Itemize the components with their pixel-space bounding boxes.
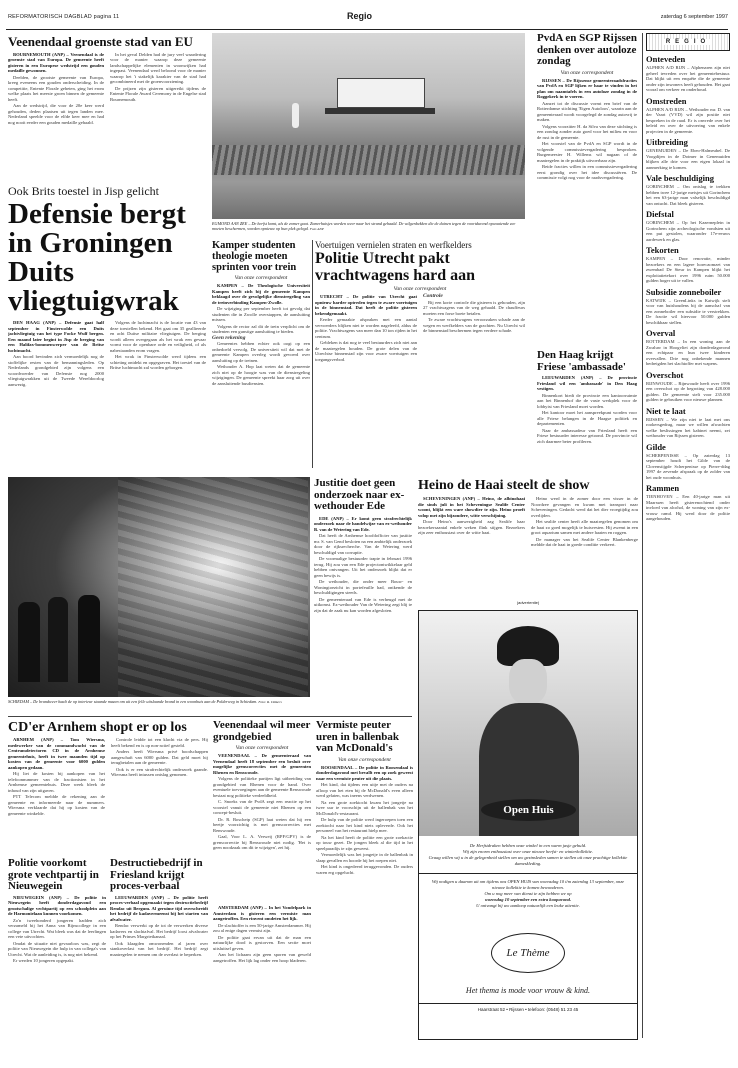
paragraph: Hij liet de kosten bij aankopen van het telefoonnummer van de fractionisten in het Arnhemse gemeentehuis. Deze week bleek de inhoud van zijn uitgaven.: [8, 771, 105, 793]
paragraph: Gemeentes hebben echter ook oogt op een onbedoeld vervolg. De universiteit wil dat met de gemeente Kampen overleg wordt gevoerd over aansluiting op de treinen.: [212, 341, 310, 363]
sidebar-item-text: SCHERPENISSE – Op zaterdag 13 september houdt het Gilde van de Clovenstijgde Scherpenisse op Pierre-ddag 1997 de zevende afspraak op de zolder van het oude woonhuis.: [646, 452, 730, 480]
ad-line: U ontvangt bij uw aankoop natuurlijk een leuke attentie.: [476, 903, 580, 908]
paragraph: De hulp van de politie werd ingeroepen toen een zoektocht naar het kind niets opleverde. Ook het personeel van het restaurant hielp mee.: [316, 817, 413, 833]
article-kamper-studenten: [212, 240, 310, 472]
photo-caption: [8, 699, 310, 713]
headline: Veenendaal wil meer grondgebied: [213, 720, 311, 743]
ad-label: (advertentie): [516, 600, 540, 605]
article-politie-utrecht: [315, 240, 525, 472]
paragraph: De politie gaat ervan uit dat de man een natuurlijke dood is gestorven. Een sectie moet uitsluitsel geven.: [213, 934, 311, 951]
le-theme-logo: Le Thème: [491, 933, 565, 973]
sidebar-item-head: Rammen: [646, 483, 680, 493]
headline: Politie voorkomt grote vechtpartij in Nieuwegein: [8, 858, 99, 892]
sidebar-item: [646, 245, 730, 284]
caption-text: SCHIEDAM – De brandweer haalt de op interieur staande mazen om uit een felle uitslaande brand in een woonhuis aan de Polderweg in Schiedam.: [8, 699, 258, 704]
ad-slogan: Het thema is mode voor vrouw & kind.: [465, 986, 591, 995]
lead: AMSTERDAM (ANP) – In het Vondelpark in Amsterdam is gisteren een vermiste man aangetroffen. Een rinvent omdeten het lijk.: [213, 905, 311, 921]
ad-line: woensdag 10 september een extra koopavond.: [484, 897, 572, 902]
lead: KAMPEN – De Theologische Universiteit Kampen heeft zich bij de gemeente Kampen beklaagd over de gevolgelijke dienstregeling van de treinverbinding Kampen-Zwolle.: [212, 283, 310, 305]
article-mcdonalds: [316, 720, 413, 1038]
lead: EDE (ANP) – Er komt geen strafrechtelijk onderzoek naar de handelwijze van ex-wethouder B. van de Wetering van Ede.: [314, 515, 412, 532]
paragraph: Dr. R. Boscheip (SGP) laat weten dat hij een beetje voorzichtig is met grenscorrecties met Renswoude.: [213, 816, 311, 833]
regio-sidebar: [646, 33, 730, 1038]
paragraph: Gebleken is dat nog te veel bestuurders zich niet aan de maatregelen houden. De grote delen van de Utrechtse binnenstad zijn voor zware voertuigen een toegangsverbod.: [315, 340, 417, 362]
column: [212, 283, 310, 386]
column: [418, 496, 525, 549]
lead: ROOSENDAAL – De politie in Roosendaal is donderdagavond met bevallt een op zoek geweest naar een vermiste peuter uit die plaats.: [316, 764, 413, 781]
sidebar-item: [646, 137, 730, 170]
column: [8, 52, 104, 127]
paragraph: Het kind, dat tijdens een uitje met de ouders na afloop van het eten bij de McDonald's even alleen werd gelaten, was ineens verdwenen.: [316, 782, 413, 798]
ad-line: Wij nodigen u daarom uit om tijdens ons OPEN HUIS van woensdag 10 t/m zaterdag 13 september, onze nieuwe kollektie te komen bewonderen.: [431, 879, 625, 890]
article-nieuwegein: [8, 858, 106, 1038]
sidebar-item-head: Diefstal: [646, 209, 674, 219]
headline: Heino de Haai steelt de show: [418, 478, 590, 493]
paragraph: Gaal, Voor L. A. Verweij (RPF/GPV) is de grenscorrectie bij Renswoude niet nodig. 'Het is geen noodzaak om dit te wijzigen', zei hij.: [213, 834, 311, 850]
sidebar-item-text: ALPHEN A/D RIJN – Alphenaren zijn niet geheel tevreden over het gemeentebestuur. Dat blijkt uit een enquête die de gemeente onder zijn inwoners heeft gehouden. Het gaat vooral om verkeer en onderhoud.: [646, 65, 730, 92]
paragraph: Bij een korte controle die gisteren is gehouden, zijn 27 vrachtwagens van de weg gehaald. De chauffeurs moeten een forse boete betalen.: [423, 299, 525, 316]
column-rule: [312, 240, 313, 468]
ad-line: Wij zijn enorm enthousiast over onze nieuwe herfst- en winterkollektie.: [462, 849, 594, 854]
sidebar-item-text: RIJSSEN – We zijn niet te laat met ons rookersgedrag, maar we willen afwachten welke beslissingen het kabinet neemt, zei wethouder van Rijssen gisteren.: [646, 416, 730, 438]
person-image: [292, 103, 299, 128]
headline: PvdA en SGP Rijssen denken over autoloze zondag: [537, 33, 637, 67]
paragraph: Beide fracties willen in een commissievergadering eerst grondig over het idee discussiëren. De commissie volgt nog voor de raadsvergadering.: [537, 164, 637, 180]
ad-text: [425, 843, 631, 867]
paragraph: In het geval Delden had de jury veel waardering voor de manier waarop deze gemeente landschappelijke elementen in woonwijken had ingepast. Veenendaal werd beloond voor de manier waarop het 't stakelijk karakter van de stad had gecombineerd met de groenvoorziening.: [110, 51, 206, 85]
sidebar-item-head: Onteveden: [646, 54, 686, 64]
article-autoloze-zondag: [537, 33, 637, 345]
photo-credit: Foto: R. Dikkers: [258, 700, 282, 704]
paragraph: Er werden 10 jongeren opgepakt.: [13, 958, 75, 963]
lead: BOURNEMOUTH (ANP) – Veenendaal is de groenste stad van Europa. De gemeente heeft gisteren in een Europese wedstrijd een gouden medaille gewonnen.: [8, 51, 104, 74]
lead: LEEUWARDEN (ANP) – De politie heeft proces-verbaal opgemaakt tegen destructiebedrijf Rendac uit Bergum. Al geruime tijd overschreidt het bedrijf de kadavermeenst bij het starten van afvalwater.: [110, 894, 208, 922]
ad-invite: [425, 879, 631, 909]
sidebar-item: [646, 54, 730, 93]
page-header: [0, 0, 738, 30]
column: [314, 516, 412, 614]
divider: [419, 873, 637, 874]
sidebar-item-head: Overschot: [646, 369, 684, 380]
sidebar-item-text: ALPHEN A/D RIJN – Wethouder mr. D. van der Vaart (VVD) wil zijn positie niet bespreken in de raad. Er is onvrede over het beleid en over de uitvoering van enkele projecten in de gemeente.: [646, 106, 730, 134]
article-destructiebedrijf: [110, 858, 208, 1038]
column: [531, 496, 638, 549]
paragraph: Aan het lichaam zijn geen sporen van geweld aangetroffen. Het lijk lag onder een hoop bladeren.: [213, 952, 311, 963]
sidebar-item-head: Omstreden: [646, 95, 687, 106]
headline: Kamper studenten theologie moeten sprinten voor trein: [212, 240, 297, 273]
lead: ARNHEM (ANP) – Tom Wiersma, medewerker van de commandwacht van de Centrumdetectoren CD in de Arnhemse gemeentehuis, heeft in twee maanden tijd op kosten van de gemeente voor 6000 gulden aankopen gedaan.: [8, 737, 105, 770]
paragraph: Deelden, de grootste gemeente van Europa, kreeg eveneens een gouden onderscheiding. In de competitie, Entente Florale geheten, ging het erom welke plaats het meeste groen binnen de gemeente heeft.: [8, 74, 104, 102]
ad-address: Haarstraat 52 • Rijssen • telefoon: (0548) 51 23 45: [477, 1007, 579, 1012]
byline: Van onze correspondent: [235, 745, 289, 751]
headline: Defensie bergt in Groningen Duits vliegtuigwrak: [8, 198, 186, 317]
paragraph: De voormalige bestuurder trapte in februari 1996 terug. Hij zou van een Ede projectontwikkelaar geld hebben ontvangen. Uit het onderzoek blijkt dat er geen bewijs is.: [314, 556, 412, 578]
trailer-image: [325, 108, 435, 114]
branches-image: [212, 145, 525, 175]
paragraph: De wethouder, die onder meer Bouw- en Woningtoezicht in portefeuille had, ontkende de beschuldigingen steeds.: [314, 579, 412, 595]
advertisement-le-theme[interactable]: [418, 610, 638, 1040]
byline: Van onze correspondent: [338, 756, 391, 763]
sidebar-item: [646, 209, 730, 242]
article-heino-haai: [418, 478, 638, 598]
paragraph: Rendac verwerkt op de tot de verwerken diverse kadavers en slachtafval. Het bedrijf loost afvalwater op het Prinses Margrietkanaal.: [110, 923, 208, 939]
issue-date: zaterdag 6 september 1997: [660, 14, 728, 20]
column: [423, 294, 525, 363]
article-defensie: [8, 184, 207, 472]
paragraph: Het sealife center heeft alle maatregelen genomen om de haai zo goed mogelijk te huisvesten. Hij zwemt in een groot aquarium samen met andere haaien en roggen.: [531, 519, 638, 535]
regio-banner: [646, 33, 730, 51]
lead: VEENENDAAL – De gemeenteraad van Veenendaal heeft 18 september een besluit over mogelijke grenscorrecties met de gemeenten Rhenen en Renswoude.: [213, 753, 311, 775]
article-justitie-ede: [314, 478, 412, 716]
kicker: Ook Brits toestel in Jisp gelicht: [8, 184, 159, 198]
sidebar-item-text: GORINCHEM – Om ontslag te trekken hebben twee 12-jarige meisjes uit Gorinchem het een 63-jarige man valselijk beschuldigd van ontucht. Dat bleek gisteren.: [646, 184, 730, 206]
paragraph: Naar de ambassadeur van Friesland heeft een Friese bestuurder interesse getoond. De provincie wil zich daarmee beter profileren.: [537, 427, 637, 444]
beach-photo: [212, 33, 525, 219]
paragraph: De gemeenteraad van Ede is verheugd met de uitkomst. Ex-wethouder Van de Wetering zegt blij te zijn dat de zaak nu kan worden afgesloten.: [314, 596, 412, 613]
byline: Van onze correspondent: [560, 69, 614, 76]
sidebar-item: [646, 173, 730, 206]
byline: Van onze correspondent: [234, 275, 288, 281]
section-rule: [8, 716, 412, 717]
open-huis-title: Open Huis: [481, 799, 576, 821]
sidebar-item-text: GORINCHEM – Op het Kazerneplein in Gorinchem zijn archeologische vondsten uit een put gestolen, waaronder 17e-eeuws aardewerk en glas.: [646, 220, 730, 242]
section-title: Regio: [347, 11, 373, 21]
paragraph: Binnenkort biedt de provincie een kantoorruimte aan het Binnenhof die de vaste werkplek voor de lobbyist van Friesland moet worden.: [537, 392, 637, 409]
paragraph: Eerder gemaakte afspraken met een aantal vervoerders blijken niet te worden nageleefd, aldus de politie. Vrachtwagens van meer dan 10 ton rijden in het centrum.: [315, 317, 417, 339]
column: [111, 737, 208, 817]
fire-photo: [8, 477, 310, 697]
sidebar-item-text: GENEMUIDEN – De Ebeo-Halmeubel. De Voogdijen in de Dotmer in Genemuiden blijken alle drie voor een eigen lokaal in aanmerking te komen.: [646, 148, 730, 170]
column: [213, 905, 311, 963]
header-rule: [6, 29, 728, 30]
paragraph: Door Heino's aanwezigheid zag Sealife haar bezoekersaantal enkele weken flink stijgen. Bezoekers zijn zeer enthousiast over de witte haai.: [418, 519, 525, 535]
sidebar-item-text: RIJNWOUDE – Rijnwoude heeft over 1996 een overschot op de begroting van 428.000 gulden. De gemeente stelt voor 235.000 gulden te gebruiken voor nieuwe plannen.: [646, 380, 730, 402]
paragraph: Het kind is ongedeerd teruggevonden. De ouders waren erg opgelucht.: [316, 864, 413, 875]
sidebar-item-head: Niet te laat: [646, 405, 686, 416]
paragraph: Het kantoor moet het aanspreekpunt worden voor alle Friese belangen in de Haagse politiek en departementen.: [537, 410, 637, 426]
paragraph: Volgens de politieke partijen ligt uitbreiding van grondgebied van Rhenen voor de hand. Over eventuele toevoegingen aan de gemeente Renswoude bestaat nog politieke verdeeldheid.: [213, 776, 311, 798]
paragraph: PTT Telecom meldde de rekening aan de gemeente en informeerde naar de nummers. Wiersma verklaarde dat hij op kosten van de gemeente winkelde.: [8, 794, 105, 816]
paragraph: Ook klaagden omwonenden al jaren over stankoverlast van het bedrijf. Het bedrijf zegt maatregelen te nemen om de overlast te beperken.: [110, 940, 208, 957]
face-image: [509, 659, 547, 704]
sidebar-item-head: Uitbreiding: [646, 137, 688, 147]
sidebar-item-text: ROTTERDAM – In een woning aan de Zwaluw in Hoogvliet zijn donderdagavond een echtpaar en hun twee kinderen overvallen. Drie nog onbekende mannen bedreigden het slachtoffer met wapens.: [646, 339, 730, 366]
sidebar-item: [646, 442, 730, 481]
beach-hut-image: [337, 78, 425, 108]
sidebar-item-head: Gilde: [646, 441, 666, 452]
paragraph: Ook is er een strafrechtelijk onderzoek gaande. Wiersma heeft intussen ontslag genomen.: [111, 766, 208, 777]
column: [110, 320, 206, 388]
headline: Den Haag krijgt Friese 'ambassade': [537, 350, 626, 373]
ad-line: De Herfstdraken hebben onze winkel in een warm jasje gehuld.: [469, 843, 587, 848]
sidebar-item-head: Overval: [646, 328, 676, 338]
paragraph: Aan de wedstrijd, die voor de 20e keer werd gehouden, deden plaatsen uit tegen landen mee. Nederland speelde voor de elfde keer mee en had nog nooit eerder een gouden medaille gehaald.: [8, 103, 104, 125]
headline: Justitie doet geen onderzoek naar ex-wethouder Ede: [314, 478, 405, 512]
paragraph: Volgens de luchtmacht is de locatie van 43 van deze toestellen bekend. Het gaat om 35 geallieerde en acht Duitse militaire vliegtuigen. De berging wordt alleen overgegaan als het wrak een gevaar vormt voor de openbare orde en veiligheid, of als nabestaanden erom vragen.: [110, 320, 206, 353]
ad-line: Graag willen wij u in de gelegenheid stellen om uw gezinsleden samen te stellen uit onze prachtige kollektie dameskleding.: [428, 855, 628, 866]
sidebar-item: [646, 328, 730, 367]
paragraph: C. Snoeks van de PvdA zegt een reactie op het voorstel vanuit de gemeente niet Rhenen op een concept-besluit.: [213, 799, 311, 815]
article-veenendaal-grond: [213, 720, 311, 900]
column: [110, 895, 208, 958]
newspaper-name: REFORMATORISCH DAGBLAD pagina 11: [8, 14, 120, 20]
article-amsterdam: [213, 905, 311, 1038]
column: [8, 895, 106, 964]
sidebar-item-head: Subsidie zonneboiler: [646, 286, 722, 297]
paragraph: Na een grote zoektocht kwam het jongetje na twee uur te voorschijn uit de ballenbak van het McDonald's-restaurant.: [316, 799, 413, 816]
column: [8, 737, 105, 817]
lead: DEN HAAG (ANP) – Defensie gaat half september in Finsterwolde een Duits jachtvliegtuig van het type Focke Wulf bergen. Een maand later begint in Jisp de berging van een Halifax-bommenwerper van de Britse luchtmacht.: [8, 320, 104, 353]
article-friese-ambassade: [537, 350, 637, 472]
paragraph: Vermoedelijk was het jongetje in de ballenbak in slaap gevallen en hoorde hij het roepen niet.: [316, 852, 413, 863]
paragraph: Controle leidde tot een klacht via de pers. Hij heeft bekend en is op non-actief gesteld.: [111, 737, 208, 748]
kicker: Voertuigen vernielen straten en werfkelders: [315, 240, 472, 250]
paragraph: Omdat de situatie niet gevaarloos was, zegt de politie van Nieuwegein die hulp in van collega's van Utrecht. Wat de aanleiding is, is nog niet bekend.: [8, 940, 106, 957]
paragraph: De prijzen zijn gisteren uitgereikt tijdens de Entente Florale Award Ceremony in de Engelse stad Bournemouth.: [110, 85, 206, 102]
sidebar-items: [646, 54, 730, 522]
lead: LEEUWARDEN (ANP) – De provincie Friesland wil een 'ambassade' in Den Haag vestigen.: [537, 375, 637, 391]
subheading: Geen rekening: [212, 334, 246, 341]
sidebar-item: [646, 483, 730, 522]
paragraph: Wethouder A. Hop laat weten dat de gemeente zich niet op de hoogte was van de dienstregeling wijzigingen. De gemeente spreekt haar zorg uit over de aansluitende busdiensten.: [212, 364, 310, 386]
caption-text: EGMOND AAN ZEE – De herfst komt, als de zomer gaat. Zomerhuisjes worden weer naar het strand gehaald. De wilgenbekken die de duinen tegen de voortdurend opwaaiende zee moeten beschermen, worden opnieuw op hun plek gelegd.: [212, 221, 516, 231]
sidebar-item-head: Vale beschuldiging: [646, 173, 714, 183]
paragraph: Aanzet tot de discussie vormt een brief van de Rotterdamse stichting 'Eigen Autoloos', waarin aan de gemeenteraad wordt voorgelegd de zondag autovrij te maken.: [537, 100, 637, 122]
sidebar-item-text: KAMPEN – Door renovatie, minder bezoekers en een lagere horecaomzet van zwembad De Steur in Kampen blijkt het exploitatietekort over 1996 ruim 50.000 gulden hoger uit te vallen.: [646, 256, 730, 283]
headline: Vermiste peuter uren in ballenbak van McDonald's: [316, 720, 399, 754]
subheading: Controle: [423, 293, 443, 299]
article-cder-arnhem: [8, 720, 208, 852]
photo-caption: [212, 221, 525, 235]
headline: Politie Utrecht pakt vrachtwagens hard aan: [315, 250, 476, 284]
paragraph: Heino werd in de zomer door een visser in de Noordzee gevangen en kwam met transport naar Scheveningen. Gedacht werd dat het dier vroegtijdig zou overlijden.: [531, 496, 638, 518]
column: [8, 320, 104, 388]
column: [315, 294, 417, 363]
sidebar-item-head: Tekorten: [646, 245, 679, 255]
column: [316, 765, 413, 876]
firefighter-image: [48, 597, 68, 682]
lead: RIJSSEN – De Rijssense gemeenteraadsfracties van PvdA en SGP lijken er haar te vinden in het plan om naamtafels in een autoloze zondag in de Roggekerk in te voeren.: [537, 77, 637, 99]
column: [537, 78, 637, 181]
paragraph: Anders heeft Wiersma privé boodschappen aangeschaft van 6000 gulden. Dat geld moet hij terugbetalen aan de gemeente.: [111, 749, 208, 765]
column: [110, 52, 206, 127]
article-veenendaal-groen: [8, 33, 207, 178]
paragraph: De wijziging per september heeft tot gevolg dat studenten die in Zwolle overstappen, de aansluiting missen.: [212, 306, 310, 322]
column: [537, 375, 637, 444]
lead: UTRECHT – De politie van Utrecht gaat opnieuw harder optreden tegen te zware voertuigen in de binnenstad. Dat heeft de politie gisteren bekendgemaakt.: [315, 294, 417, 316]
sidebar-item: [646, 96, 730, 135]
paragraph: Het voorstel van de PvdA en SGP wordt in de volgende commissievergadering besproken. Burgemeester H. Willems wil nagaan of de maatregelen in de praktijk uitvoerbaar zijn.: [537, 141, 637, 163]
paragraph: Volgens voorzitter H. da Silva van deze stichting is een zondag zonder auto goed voor het milieu en voor de rust in de gemeente.: [537, 123, 637, 140]
paragraph: Aan boord bevinden zich vermoedelijk nog de stoffelijke resten van de bemanningsleden. Op Nederlands grondgebied zijn volgens een woordvoerder van Defensie nog 2000 vliegtuigwrakken uit de Tweede Wereldoorlog aanwezig.: [8, 354, 104, 387]
firefighter-image: [18, 602, 40, 682]
paragraph: Volgens de rector zal dit de trein verplicht om de studenten een gunstige aansluiting te bieden.: [212, 323, 310, 334]
paragraph: De manager van het Sealife Center Blankenberge meldde dat de haai in goede conditie verkeert.: [531, 536, 638, 547]
sidebar-item: [646, 370, 730, 403]
sidebar-item: [646, 406, 730, 439]
paragraph: Zo'n tweehonderd jongeren hadden zich verzameld bij het Anna van Rijnscollege in een college van Utrecht. Wat bleek was dat de leerlingen een vete uitvochten.: [8, 917, 106, 939]
sidebar-rule: [642, 33, 643, 1038]
headline: Destructiebedrijf in Friesland krijgt proces-verbaal: [110, 858, 203, 892]
paragraph: Dat heeft de Arnhemse hoofdofficier van justitie mr. S. van Gend besloten na een ambtelijk onderzoek door de rijksrecherche. Van de Wetering werd beschuldigd van corruptie.: [314, 533, 412, 555]
sidebar-item-text: KATWIJK – GreenLinks in Katwijk stelt voor van huishoudens bij de aanschaf van een zonneboiler een subsidie te verstrekken. De fractie wil hiervoor 50.000 gulden beschikbaar stellen.: [646, 297, 730, 325]
lead: SCHEVENINGEN (ANP) – Heino, de albinohaai die sinds juli in het Scheveningse Sealife Center woont, blijkt een ware showdier te zijn. Heino proeft volop met zijn bijzondere, witte verschijning.: [418, 496, 525, 518]
paragraph: Te zware vrachtwagens veroorzaken schade aan de wegen en werfkelders van de grachten. Nu Utrecht wil de binnenstad beschermen tegen verdere schade.: [423, 317, 525, 333]
banner-title: REGIO: [665, 39, 711, 45]
lead: NIEUWEGEIN (ANP) – De politie in Nieuwegein heeft donderdagavond een grootschalige vechtpartij op een schoolplein aan de Harmonielaan kunnen voorkomen.: [8, 894, 106, 916]
ad-line: Om u nog meer van dienst te zijn hebben we op: [484, 891, 572, 896]
photo-credit: Foto ANP: [309, 227, 324, 231]
sidebar-item-text: TIENHOVEN – Een 40-jarige man uit Maarssen heeft gisterenochtend onder invloed van alcohol, de woning van zijn ex-vrouw ramd. Hij werd door de politie aangehouden.: [646, 494, 730, 521]
paragraph: Het wrak in Finsterwolde werd tijdens een schieting ontdekt en opgegraven. Het toestel van de Britse luchtmacht zal worden geborgen.: [110, 354, 206, 370]
column: [213, 753, 311, 851]
byline: Van onze correspondent: [393, 286, 447, 292]
paragraph: Na het kind heeft de politie een grote zoekactie op touw gezet. De jongen bleek al die tijd in het speelparadijs te zijn geweest.: [316, 834, 413, 851]
divider: [419, 1003, 637, 1004]
smoke-image: [118, 477, 308, 697]
sidebar-item: [646, 287, 730, 326]
headline: CD'er Arnhem shopt er op los: [8, 720, 187, 735]
headline: Veenendaal groenste stad van EU: [8, 34, 193, 49]
firefighter-image: [78, 595, 100, 683]
paragraph: De slachtoffer is een 50-jarige Amsterdammer. Hij zou al enige dagen vermist zijn.: [213, 922, 311, 933]
